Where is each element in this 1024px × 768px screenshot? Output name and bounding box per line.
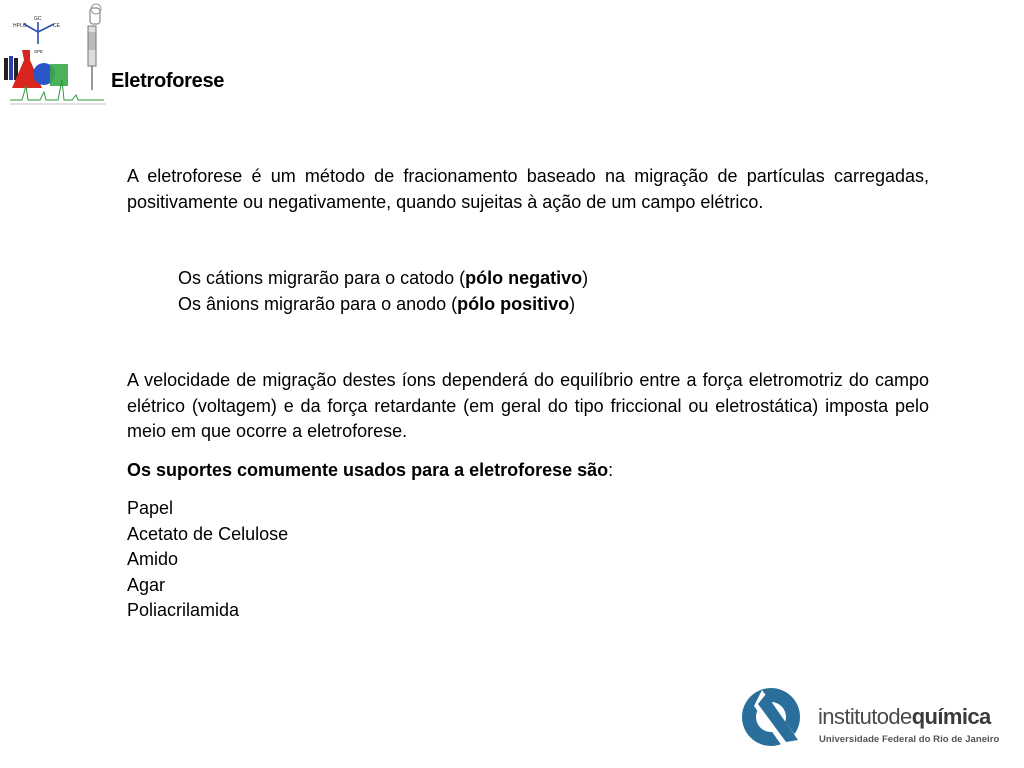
q-logo-icon [742, 688, 800, 746]
cation-pole: pólo negativo [465, 268, 583, 288]
institute-name-bold: química [911, 704, 991, 729]
logo-label-gc: GC [34, 16, 42, 22]
list-item: Papel [127, 498, 174, 518]
list-item: Poliacrilamida [127, 600, 240, 620]
velocity-paragraph: A velocidade de migração destes íons dependerá do equilíbrio entre a força eletromotriz do campo elétrico (voltagem) e da força retardante (em geral do tipo friccional ou eletrostática) imposta pelo meio em que ocorre a eletroforese. [127, 370, 929, 441]
supports-heading-colon: : [608, 460, 614, 480]
supports-heading-bold: Os suportes comumente usados para a eletroforese são [127, 460, 609, 480]
institute-name [818, 704, 991, 730]
logo-label-ce: CE [53, 23, 60, 29]
institute-subtitle: Universidade Federal do Rio de Janeiro [819, 734, 1000, 745]
intro-paragraph: A eletroforese é um método de fracionamento baseado na migração de partículas carregadas, positivamente ou negativamente, quando sujeitas à ação de um campo elétrico. [127, 166, 929, 212]
logo-label-hplc: HPLC [13, 23, 27, 29]
glass-column-icon [88, 4, 101, 90]
institute-name-regular: instituto [818, 704, 889, 729]
cation-suffix: ) [582, 268, 589, 288]
ions-list [178, 266, 588, 317]
list-item: Acetato de Celulose [127, 523, 289, 544]
test-tubes-icon [4, 56, 18, 80]
supports-list [127, 496, 288, 624]
anion-pole: pólo positivo [457, 293, 570, 314]
list-item: Amido [127, 549, 179, 569]
anion-line [178, 292, 588, 318]
supports-heading [127, 458, 929, 484]
logo-label-spe: SPE [34, 49, 44, 54]
anion-text: Os ânions migrarão para o anodo ( [178, 293, 458, 314]
slide-title: Eletroforese [111, 70, 225, 92]
cation-text: Os cátions migrarão para o catodo ( [178, 268, 466, 288]
cation-line [178, 266, 588, 292]
anion-suffix: ) [569, 293, 576, 314]
green-block [50, 64, 68, 86]
institute-name-de: de [888, 704, 912, 729]
chemistry-logo [0, 0, 110, 112]
flow-arrows-icon [24, 22, 54, 44]
list-item: Agar [127, 574, 166, 595]
